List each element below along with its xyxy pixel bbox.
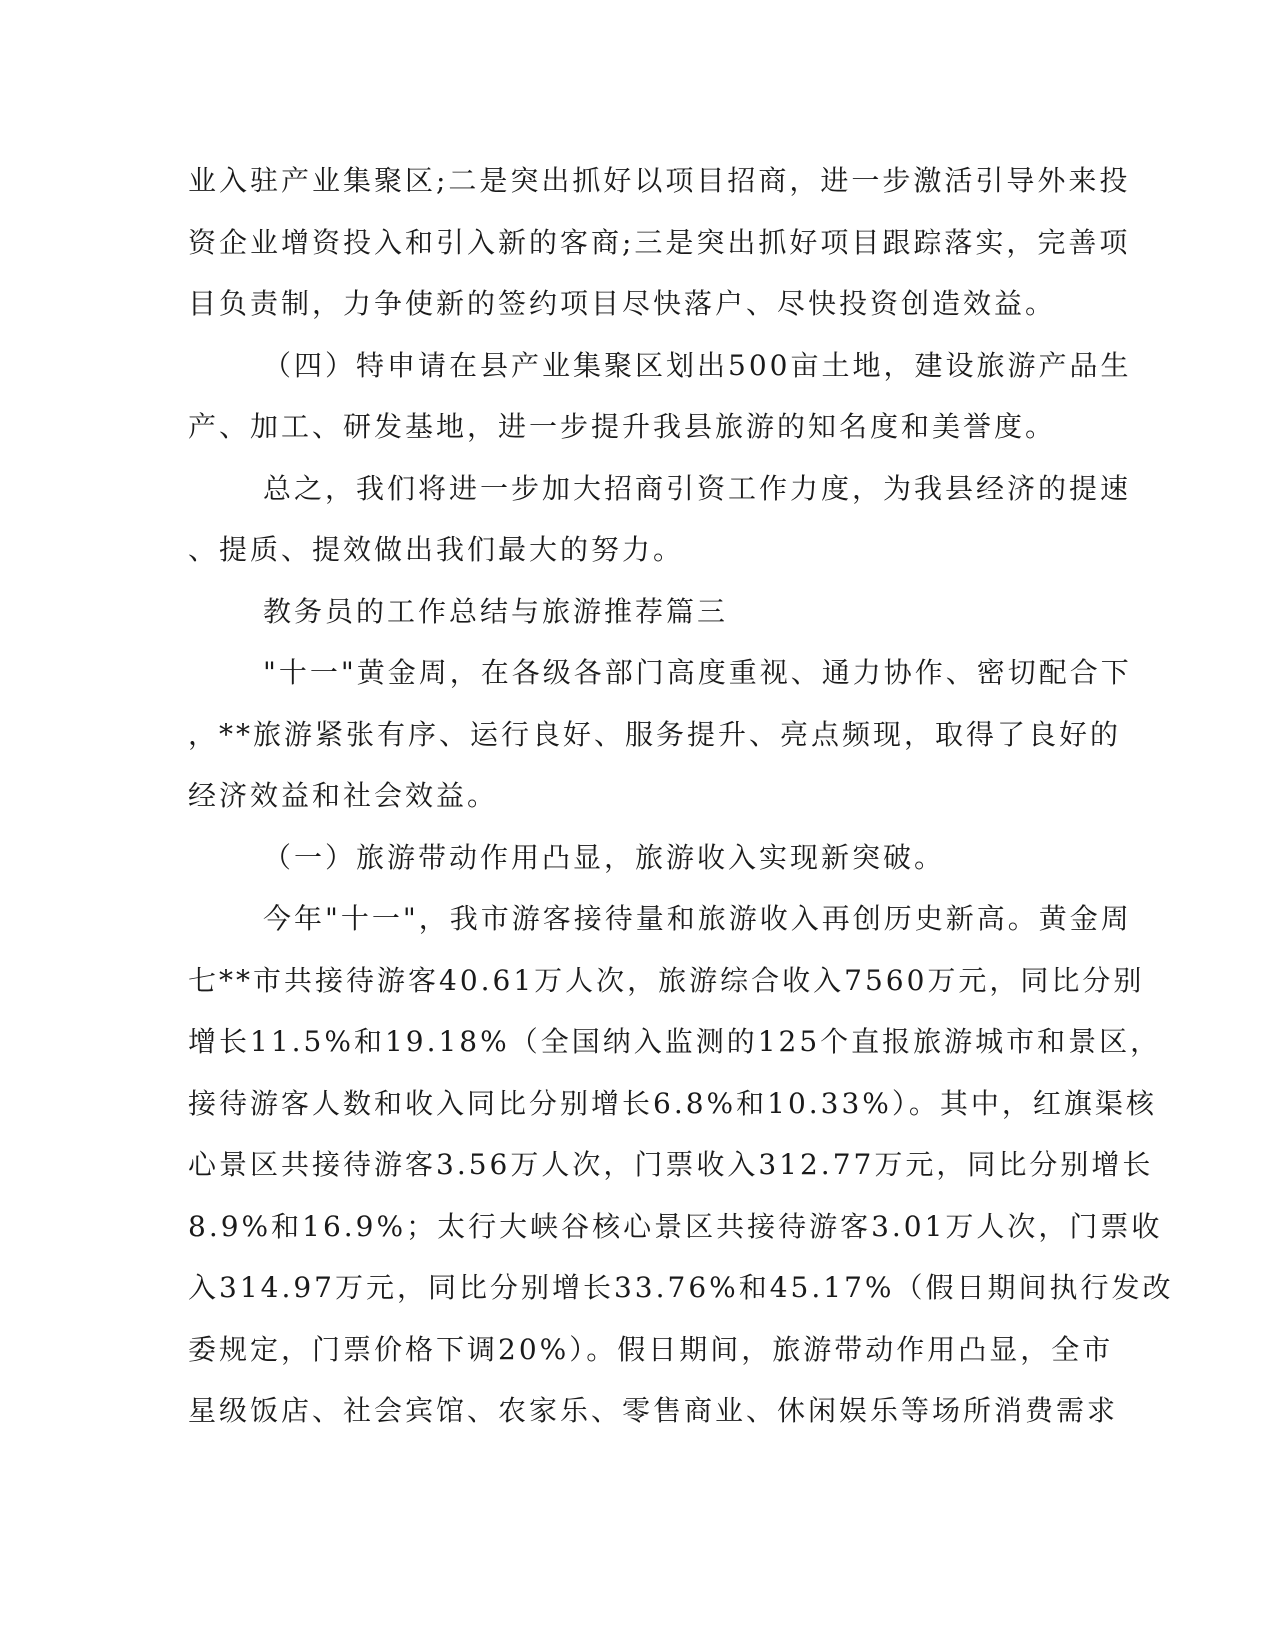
body-line-7: 、提质、提效做出我们最大的努力。 — [188, 533, 685, 566]
body-line-16: 接待游客人数和收入同比分别增长6.8%和10.33%）。其中，红旗渠核 — [188, 1086, 1157, 1120]
section-heading: 教务员的工作总结与旅游推荐篇三 — [263, 594, 729, 628]
body-line-21: 星级饭店、社会宾馆、农家乐、零售商业、休闲娱乐等场所消费需求 — [188, 1394, 1119, 1427]
body-line-10: ，**旅游紧张有序、运行良好、服务提升、亮点频现，取得了良好的 — [188, 717, 1122, 751]
body-line-18: 8.9%和16.9%；太行大峡谷核心景区共接待游客3.01万人次，门票收 — [188, 1209, 1163, 1243]
body-line-11: 经济效益和社会效益。 — [188, 779, 499, 812]
body-line-20: 委规定，门票价格下调20%）。假日期间，旅游带动作用凸显，全市 — [188, 1332, 1114, 1366]
body-line-1: 业入驻产业集聚区;二是突出抓好以项目招商，进一步激活引导外来投 — [188, 164, 1131, 197]
body-line-5: 产、加工、研发基地，进一步提升我县旅游的知名度和美誉度。 — [188, 410, 1057, 443]
document-body — [188, 150, 1174, 1442]
body-line-9: "十一"黄金周，在各级各部门高度重视、通力协作、密切配合下 — [263, 656, 1132, 689]
body-line-3: 目负责制，力争使新的签约项目尽快落户、尽快投资创造效益。 — [188, 287, 1057, 320]
body-line-15: 增长11.5%和19.18%（全国纳入监测的125个直报旅游城市和景区， — [188, 1025, 1162, 1058]
body-line-17: 心景区共接待游客3.56万人次，门票收入312.77万元，同比分别增长 — [188, 1148, 1154, 1181]
body-line-4: （四）特申请在县产业集聚区划出500亩土地，建设旅游产品生 — [263, 348, 1132, 382]
body-line-6: 总之，我们将进一步加大招商引资工作力度，为我县经济的提速 — [263, 471, 1132, 505]
body-line-13: 今年"十一"，我市游客接待量和旅游收入再创历史新高。黄金周 — [263, 902, 1132, 935]
body-line-14: 七**市共接待游客40.61万人次，旅游综合收入7560万元，同比分别 — [188, 963, 1145, 997]
body-line-19: 入314.97万元，同比分别增长33.76%和45.17%（假日期间执行发改 — [188, 1271, 1174, 1304]
body-line-2: 资企业增资投入和引入新的客商;三是突出抓好项目跟踪落实，完善项 — [188, 225, 1131, 259]
subsection-heading: （一）旅游带动作用凸显，旅游收入实现新突破。 — [263, 840, 946, 874]
